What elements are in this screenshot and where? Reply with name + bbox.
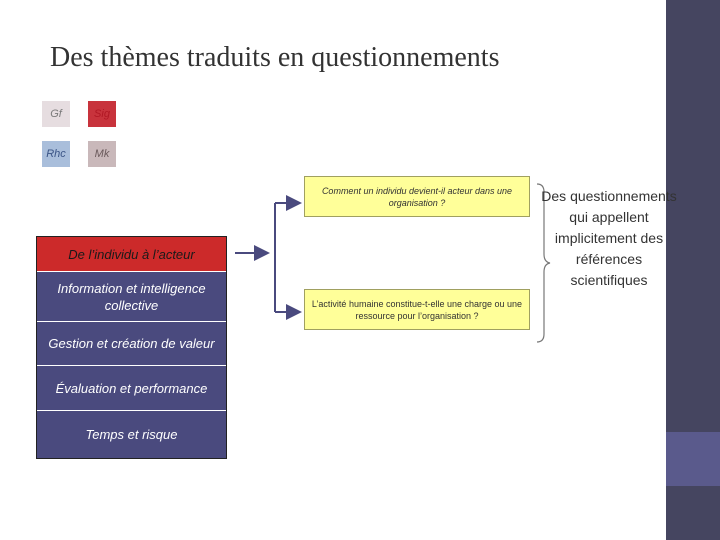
explanation-text: Des questionnements qui appellent implicitement des références scientifiques [541,188,677,288]
tag-mk: Mk [88,141,116,167]
slide-title: Des thèmes traduits en questionnements [50,42,500,73]
question-box-acteur: Comment un individu devient-il acteur dans une organisation ? [304,176,530,217]
tag-sig: Sig [88,101,116,127]
theme-temps-risque: Temps et risque [37,411,226,458]
tag-gf: Gf [42,101,70,127]
question-box-activite: L’activité humaine constitue-t-elle une charge ou une ressource pour l’organisation ? [304,289,530,330]
theme-evaluation: Évaluation et performance [37,366,226,411]
tag-rhc: Rhc [42,141,70,167]
theme-gestion-valeur: Gestion et création de valeur [37,322,226,366]
theme-individu-acteur: De l’individu à l’acteur [37,237,226,272]
theme-information: Information et intelligence collective [37,272,226,322]
